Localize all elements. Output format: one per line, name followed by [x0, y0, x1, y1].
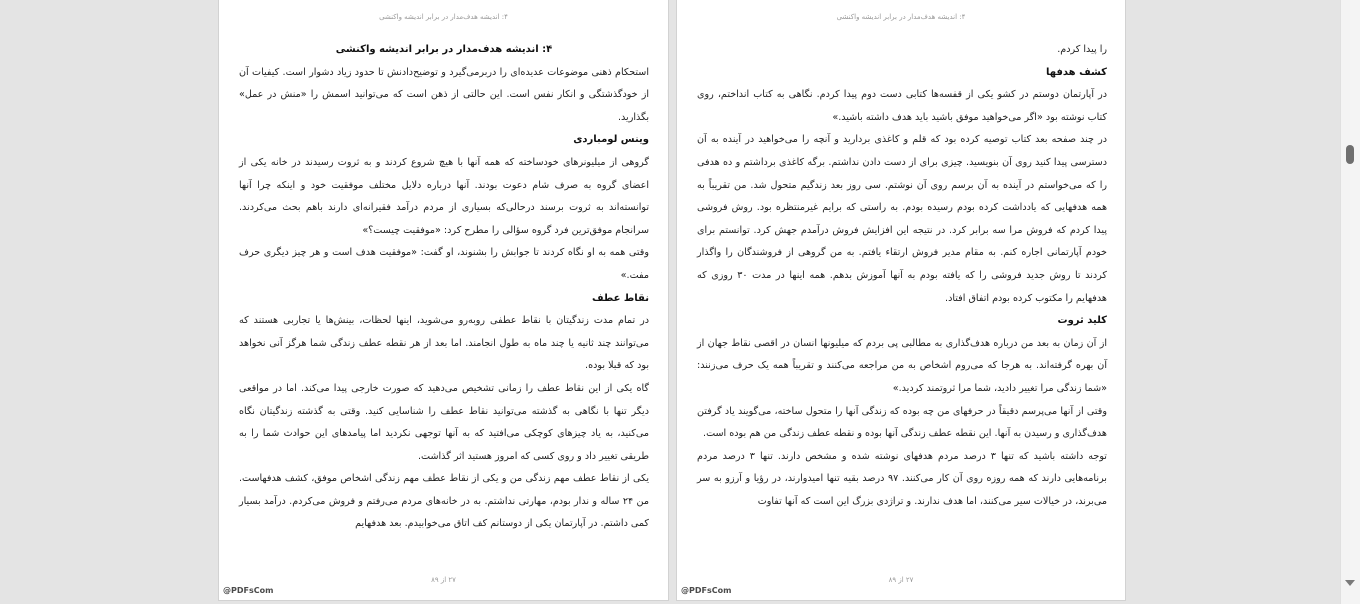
paragraph: از آن زمان به بعد من درباره هدف‌گذاری به مطالبی پی بردم که میلیونها انسان در اقصی نقاط جهان از آن بهره گرفته‌اند. به هرجا که می‌روم اشخاص به من مراجعه می‌کنند و تقریباً همه یک حرف می‌زنند: «شما زندگی مرا تغییر دادید، شما مرا ثروتمند کردید.» — [697, 337, 1107, 394]
paragraph: را پیدا کردم. — [1057, 44, 1107, 55]
pdf-page-left — [219, 0, 668, 600]
section-heading: وینس لومباردی — [573, 134, 649, 146]
page-number: ۲۷ از ۸۹ — [431, 576, 456, 584]
running-header: ۴: اندیشه هدف‌مدار در برابر اندیشه واکنشی — [836, 13, 966, 21]
scroll-down-arrow-icon[interactable] — [1345, 580, 1355, 586]
page-number: ۲۷ از ۸۹ — [888, 576, 914, 584]
scrollbar-thumb[interactable] — [1346, 145, 1354, 164]
paragraph: توجه داشته باشید که تنها ۳ درصد مردم هدفهای نوشته شده و مشخص دارند. تنها ۳ درصد مردم برنامه‌هایی دارند که همه روزه روی آن کار می‌کنند. ۹۷ درصد بقیه تنها امیدوارند، در رؤیا و آرزو به سر می‌برند، در خیالات سیر می‌کنند، اما هدف ندارند. و تراژدی بزرگ این است که آنها تفاوت — [697, 450, 1107, 507]
page-content — [239, 39, 649, 536]
paragraph: استحکام ذهنی موضوعات عدیده‌ای را دربرمی‌گیرد و توضیح‌دادنش تا حدود زیاد دشوار است. کیفیات آن از خودگذشتگی و انکار نفس است. این حالتی از ذهن است که می‌توانید اسمش را «منش در عمل» بگذارید. — [239, 66, 649, 123]
watermark: @PDFsCom — [681, 586, 732, 595]
pdf-page-right — [677, 0, 1125, 600]
paragraph: وقتی از آنها می‌پرسم دقیقاً در حرفهای من چه بوده که زندگی آنها را متحول ساخته، می‌گویند یاد گرفتن هدف‌گذاری و رسیدن به آنها. این نقطه عطف زندگی آنها بوده و نقطه عطف زندگی من هم بوده است. — [697, 405, 1107, 440]
paragraph: در چند صفحه بعد کتاب توصیه کرده بود که قلم و کاغذی بردارید و آنچه را می‌خواهید در آینده به آن دسترسی پیدا کنید روی آن بنویسید. چیزی برای از دست دادن نداشتم. برگه کاغذی برداشتم و ده هدفی را که می‌خواستم در آینده به آن برسم روی آن نوشتم. سی روز بعد زندگیم متحول شد. من تقریباً به همه هدفهایی که یادداشت کرده بودم رسیده بودم. به راستی که برایم غیرمنتظره بود. روش فروشی پیدا کردم که فروش مرا سه برابر کرد. در نتیجه این افزایش فروش درآمدم جهش کرد. توانستم برای خودم آپارتمانی اجاره کنم. به مقام مدیر فروش ارتقاء یافتم. به من گروهی از فروشندگان را واگذار کردند تا روش جدید فروشی را که یافته بودم به آنها آموزش بدهم. همه اینها در مدت ۳۰ روزی که هدفهایم را مکتوب کرده بودم اتفاق افتاد. — [697, 134, 1108, 304]
section-heading: کلید ثروت — [1057, 315, 1107, 327]
paragraph: گروهی از میلیونرهای خودساخته که همه آنها با هیچ شروع کردند و به ثروت رسیدند در خانه یکی از اعضای گروه به صرف شام دعوت بودند. آنها درباره دلایل مختلف موفقیت خود و اینکه چرا آنها توانسته‌اند به ثروت برسند درحالی‌که بسیاری از مردم درآمد فقیرانه‌ای دارند باهم بحث می‌کردند. سرانجام موفق‌ترین فرد گروه سؤالی را مطرح کرد: «موفقیت چیست؟» — [239, 156, 649, 236]
watermark: @PDFsCom — [223, 586, 274, 595]
running-header: ۴: اندیشه هدف‌مدار در برابر اندیشه واکنشی — [379, 13, 508, 21]
paragraph: گاه یکی از این نقاط عطف را زمانی تشخیص می‌دهید که صورت خارجی پیدا می‌کند. اما در مواقعی دیگر تنها با نگاهی به گذشته می‌توانید نقاط عطف را شناسایی کنید. وقتی به گذشته زندگیتان نگاه می‌کنید، به یاد چیزهای کوچکی می‌افتید که به آنها توجهی نکردید اما پیامدهای این حوادث شما را به طریقی تغییر داد و روی کسی که امروز هستید اثر گذاشت. — [239, 382, 649, 462]
section-heading: نقاط عطف — [591, 292, 649, 304]
section-heading: کشف هدفها — [1046, 66, 1107, 78]
paragraph: در تمام مدت زندگیتان با نقاط عطفی روبه‌رو می‌شوید، اینها لحظات، بینش‌ها یا تجاربی هستند که می‌توانند چند ثانیه یا چند ماه به طول انجامند. اما بعد از هر نقطه عطف زندگی شما هرگز آنی نخواهد بود که قبلا بوده. — [239, 315, 649, 372]
section-heading: ۴: اندیشه هدف‌مدار در برابر اندیشه واکنشی — [335, 44, 553, 55]
page-content — [697, 39, 1107, 513]
paragraph: در آپارتمان دوستم در کشو یکی از قفسه‌ها کتابی دست دوم پیدا کردم. نگاهی به کتاب انداختم، روی کتاب نوشته بود «اگر می‌خواهید موفق باشید باید هدف داشته باشید.» — [697, 89, 1107, 123]
paragraph: یکی از نقاط عطف مهم زندگی من و یکی از نقاط عطف مهم زندگی اشخاص موفق، کشف هدفهاست. من ۲۴ ساله و ندار بودم، مهارتی نداشتم. به در خانه‌های مردم می‌رفتم و فروش می‌کردم. درآمد بسیار کمی داشتم. در آپارتمان یکی از دوستانم کف اتاق می‌خوابیدم. بعد هدفهایم — [239, 473, 649, 530]
vertical-scrollbar[interactable] — [1340, 0, 1360, 604]
paragraph: وقتی همه به او نگاه کردند تا جوابش را بشنوند، او گفت: «موفقیت هدف است و هر چیز دیگری حرف مفت.» — [239, 247, 649, 281]
